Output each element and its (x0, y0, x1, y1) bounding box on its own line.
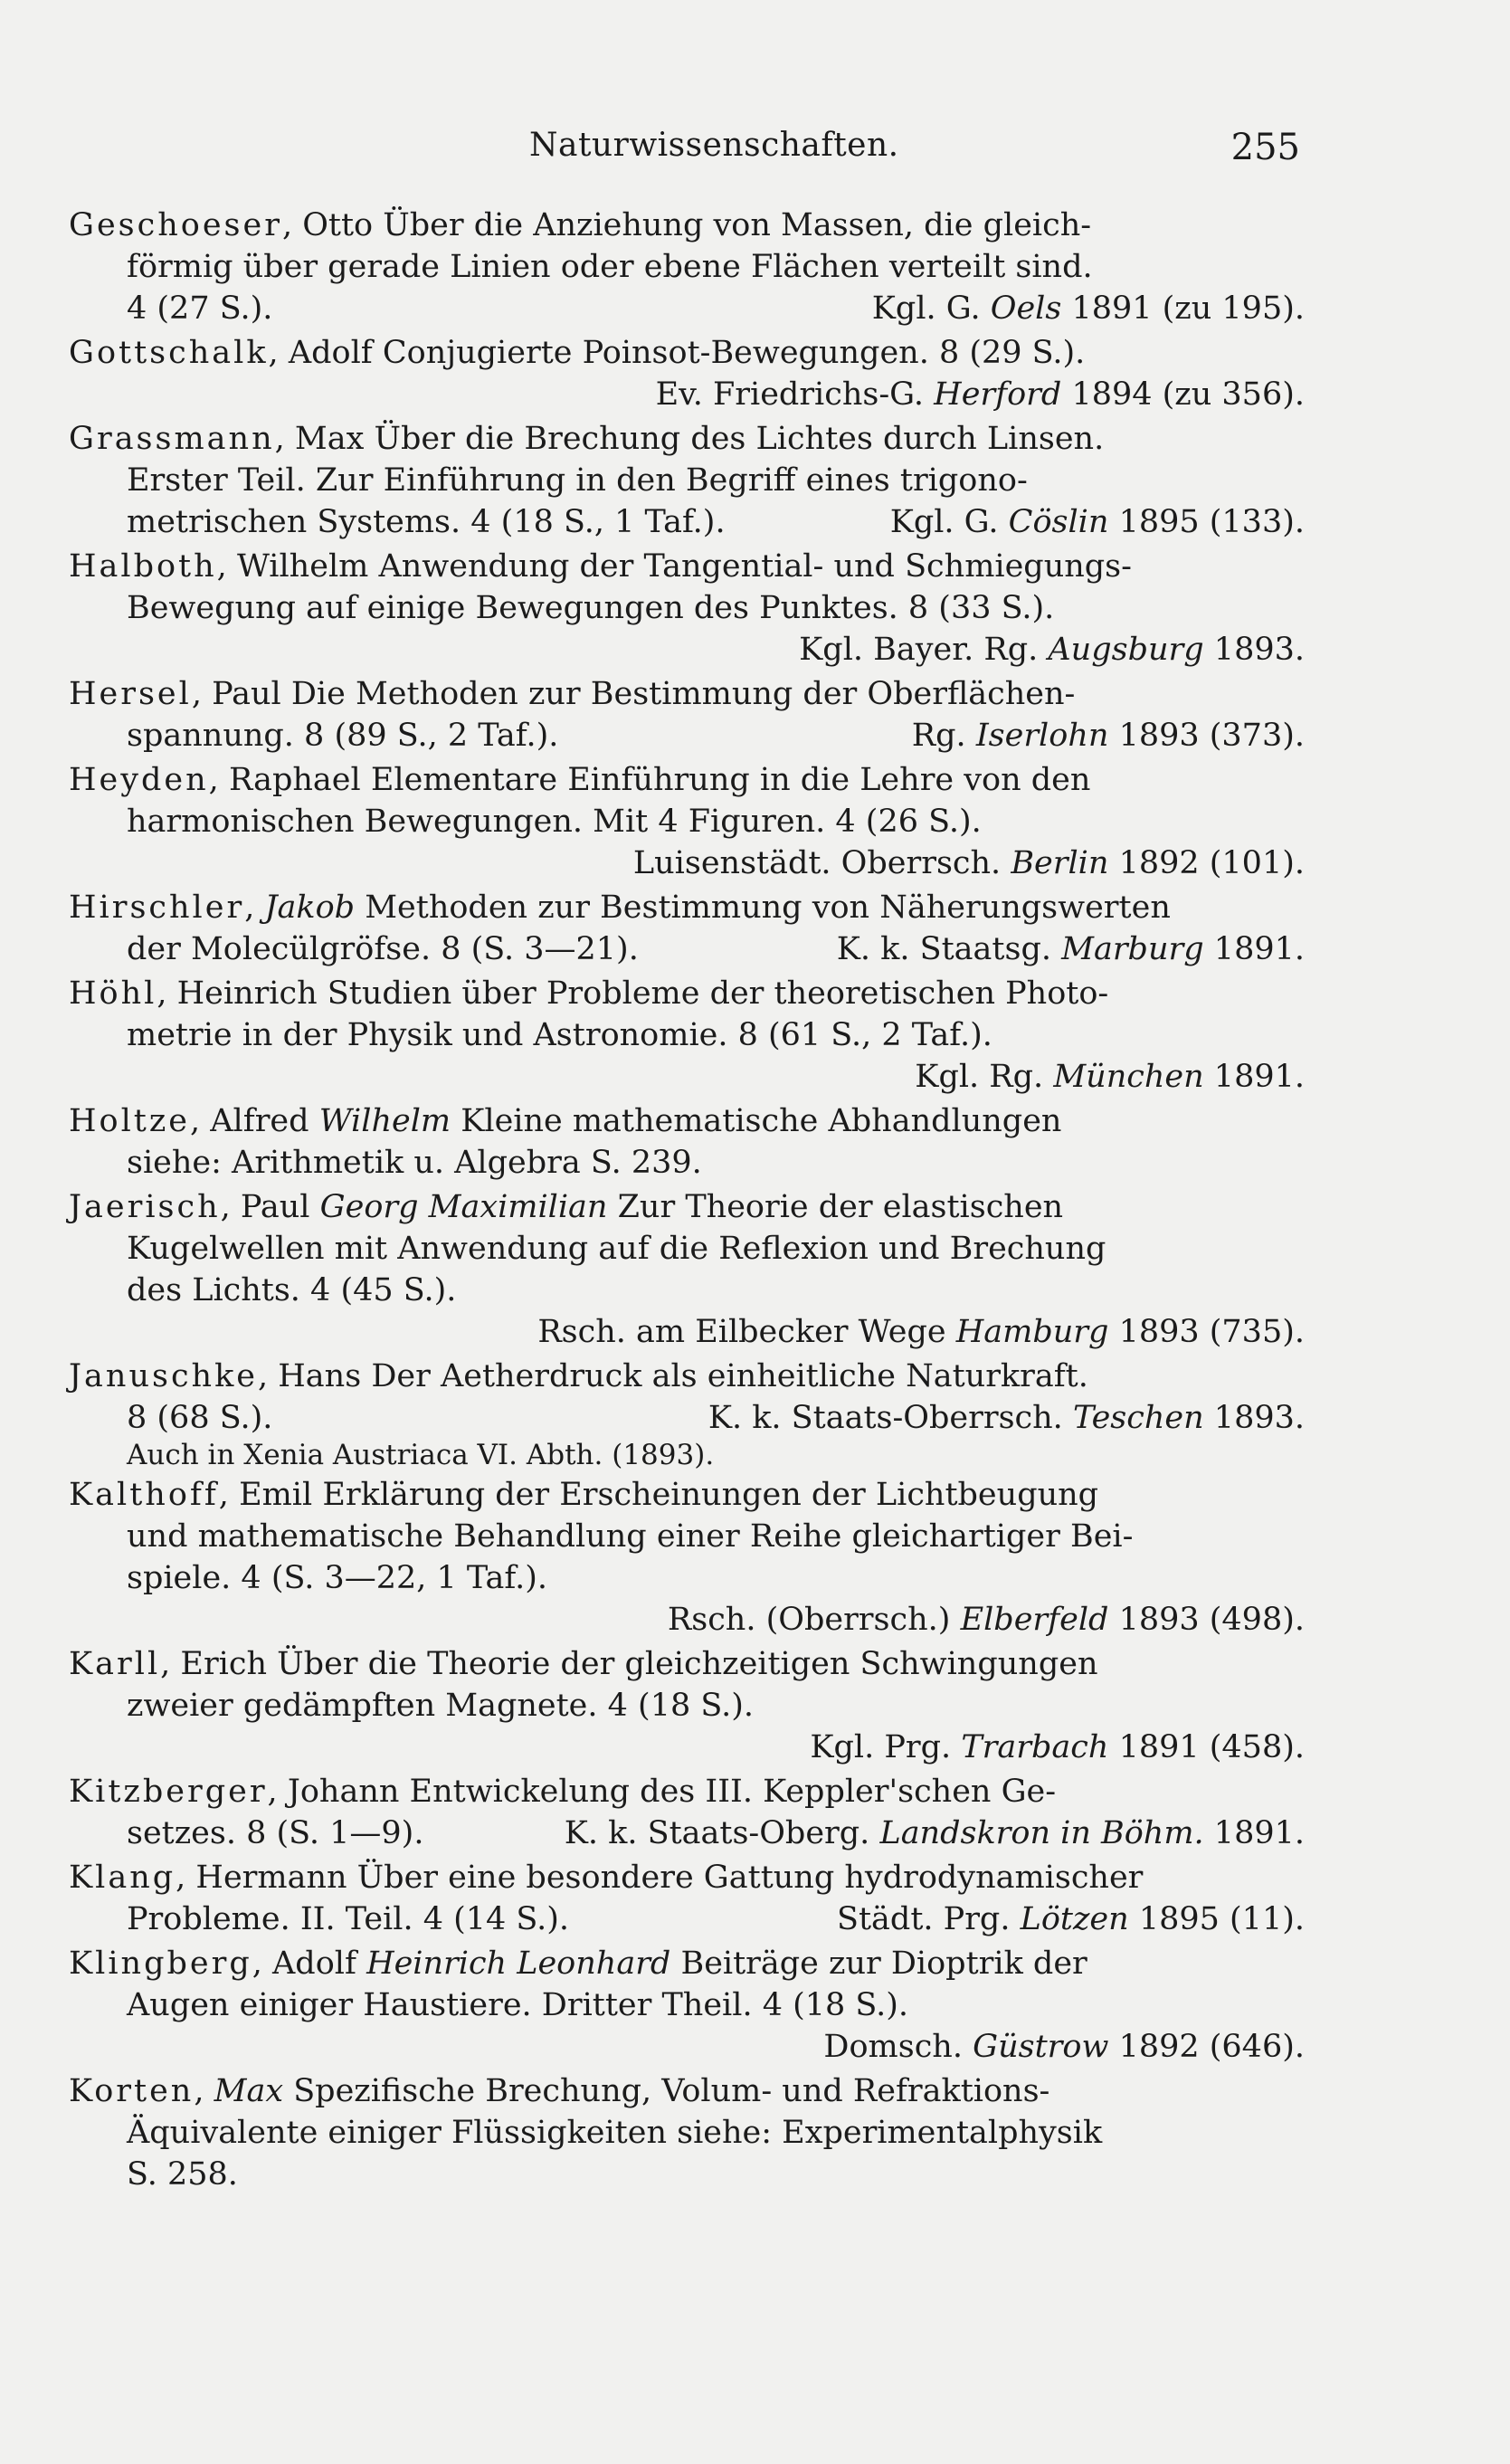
bibliography-entry: Kitzberger, Johann Entwickelung des III. Keppler'schen Ge- setzes. 8 (S. 1—9). K. k. Staats-Oberg. Landskron in Böhm. 1891. (69, 1771, 1305, 1854)
bibliography-entry: Kalthoff, Emil Erklärung der Erscheinungen der Lichtbeugung und mathematische Behandlung einer Reihe gleichartiger Bei- spiele. 4 (S. 3—22, 1 Taf.). Rsch. (Oberrsch.) Elberfeld 1893 (498). (69, 1477, 1305, 1638)
school-name: K. k. Staats-Oberrsch. (708, 1400, 1063, 1436)
entry-text: zweier gedämpften Magnete. 4 (18 S.). (127, 1688, 754, 1724)
author-first-name: Hans (278, 1358, 362, 1394)
publication-year: 1892 (646). (1118, 2029, 1305, 2065)
entry-title: Spezifische Brechung, Volum- und Refraktions- (293, 2073, 1050, 2109)
school-name: Ev. Friedrichs-G. (655, 376, 925, 413)
entry-title: Entwickelung des III. Keppler'schen Ge- (409, 1774, 1057, 1810)
bibliography-entry: Hersel, Paul Die Methoden zur Bestimmung der Oberflächen- spannung. 8 (89 S., 2 Taf.). Rg. Iserlohn 1893 (373). (69, 673, 1305, 756)
entry-title: Anwendung der Tangential- und Schmiegungs- (378, 548, 1132, 585)
author-first-name: Heinrich (176, 975, 318, 1012)
author-first-name: Emil (239, 1477, 313, 1513)
bibliography-entry: Korten, Max Spezifische Brechung, Volum- und Refraktions- Äquivalente einiger Flüssigkeiten siehe: Experimentalphysik S. 258. (69, 2070, 1305, 2195)
author-surname: Hersel (69, 676, 192, 712)
school-name: Rsch. (Oberrsch.) (667, 1602, 951, 1638)
bibliography-entry: Januschke, Hans Der Aetherdruck als einheitliche Naturkraft. 8 (68 S.). K. k. Staats-Oberrsch. Teschen 1893. Auch in Xenia Austriaca VI. Abth. (1893). (69, 1358, 1305, 1471)
entry-title: Methoden zur Bestimmung von Näherungswerten (365, 890, 1171, 926)
entry-title: Die Methoden zur Bestimmung der Oberflächen- (290, 676, 1076, 712)
bibliography-entry: Hirschler, Jakob Methoden zur Bestimmung von Näherungswerten der Molecülgröfse. 8 (S. 3—21). K. k. Staatsg. Marburg 1891. (69, 887, 1305, 970)
place-name: Elberfeld (960, 1602, 1109, 1638)
school-name: Domsch. (823, 2029, 963, 2065)
entry-note: Auch in Xenia Austriaca VI. Abth. (1893). (127, 1439, 715, 1471)
running-title: Naturwissenschaften. (529, 127, 899, 164)
author-surname: Korten (69, 2073, 195, 2109)
place-name: Herford (934, 376, 1062, 413)
cross-reference: siehe: Arithmetik u. Algebra S. 239. (127, 1145, 702, 1181)
bibliography-entry: Halboth, Wilhelm Anwendung der Tangential- und Schmiegungs- Bewegung auf einige Bewegungen des Punktes. 8 (33 S.). Kgl. Bayer. Rg. Augsburg 1893. (69, 548, 1305, 668)
page-number: 255 (1230, 127, 1300, 168)
place-name: München (1053, 1059, 1204, 1095)
author-surname: Januschke (69, 1358, 259, 1394)
school-name: Städt. Prg. (837, 1901, 1011, 1937)
school-name: Kgl. Rg. (915, 1059, 1044, 1095)
school-name: Kgl. Prg. (810, 1729, 952, 1765)
author-surname: Gottschalk (69, 335, 269, 371)
entry-title: Conjugierte Poinsot-Bewegungen. 8 (29 S.). (382, 335, 1086, 371)
author-first-name: Max (294, 421, 365, 457)
author-first-name: Jakob (264, 890, 356, 926)
place-name: Lötzen (1020, 1901, 1129, 1937)
entry-text: harmonischen Bewegungen. Mit 4 Figuren. 4 (26 S.). (127, 804, 982, 840)
publication-year: 1895 (11). (1138, 1901, 1305, 1937)
entry-title: Zur Theorie der elastischen (617, 1189, 1064, 1225)
school-name: Kgl. Bayer. Rg. (799, 632, 1039, 668)
author-surname: Karll (69, 1646, 161, 1682)
author-middle-name: Wilhelm (318, 1103, 451, 1139)
author-surname: Klang (69, 1860, 176, 1896)
school-name: Rsch. am Eilbecker Wege (537, 1314, 946, 1350)
place-name: Augsburg (1048, 632, 1204, 668)
author-surname: Jaerisch (69, 1189, 221, 1225)
author-first-name: Alfred (210, 1103, 309, 1139)
author-first-name: Raphael (228, 762, 361, 798)
publication-year: 1894 (zu 356). (1071, 376, 1305, 413)
place-name: Hamburg (955, 1314, 1109, 1350)
entry-text: 4 (27 S.). (127, 290, 273, 327)
entry-text: metrischen Systems. 4 (18 S., 1 Taf.). (127, 504, 726, 540)
entry-title: Elementare Einführung in die Lehre von den (370, 762, 1091, 798)
bibliography-entry: Klang, Hermann Über eine besondere Gattung hydrodynamischer Probleme. II. Teil. 4 (14 S.). Städt. Prg. Lötzen 1895 (11). (69, 1857, 1305, 1940)
bibliography-entry: Geschoeser, Otto Über die Anziehung von Massen, die gleich- förmig über gerade Linien oder ebene Flächen verteilt sind. 4 (27 S.). Kgl. G. Oels 1891 (zu 195). (69, 205, 1305, 329)
author-surname: Kalthoff (69, 1477, 219, 1513)
bibliography-entry: Jaerisch, Paul Georg Maximilian Zur Theorie der elastischen Kugelwellen mit Anwendung auf die Reflexion und Brechung des Lichts. 4 (45 S.). Rsch. am Eilbecker Wege Hamburg 1893 (735). (69, 1189, 1305, 1350)
entry-text: metrie in der Physik und Astronomie. 8 (61 S., 2 Taf.). (127, 1017, 992, 1053)
bibliography-entry: Klingberg, Adolf Heinrich Leonhard Beiträge zur Dioptrik der Augen einiger Haustiere. Dritter Theil. 4 (18 S.). Domsch. Güstrow 1892 (646). (69, 1946, 1305, 2065)
place-name: Oels (990, 290, 1062, 327)
place-name: Güstrow (973, 2029, 1109, 2065)
author-first-name: Hermann (195, 1860, 347, 1896)
entry-text: Erster Teil. Zur Einführung in den Begriff eines trigono- (127, 462, 1028, 499)
entry-text: der Molecülgröfse. 8 (S. 3—21). (127, 931, 639, 967)
entry-title: Über eine besondere Gattung hydrodynamischer (356, 1860, 1144, 1896)
place-name: Teschen (1072, 1400, 1204, 1436)
school-name: Kgl. G. (889, 504, 999, 540)
entry-title: Kleine mathematische Abhandlungen (461, 1103, 1062, 1139)
bibliography-entry: Gottschalk, Adolf Conjugierte Poinsot-Bewegungen. 8 (29 S.). Ev. Friedrichs-G. Herford 1894 (zu 356). (69, 335, 1305, 413)
entry-title: Studien über Probleme der theoretischen Photo- (327, 975, 1109, 1012)
author-first-name: Max (214, 2073, 284, 2109)
entry-title: Der Aetherdruck als einheitliche Naturkraft. (371, 1358, 1088, 1394)
publication-year: 1895 (133). (1118, 504, 1305, 540)
entry-title: Beiträge zur Dioptrik der (680, 1946, 1087, 1982)
entry-text: und mathematische Behandlung einer Reihe gleichartiger Bei- (127, 1518, 1134, 1555)
publication-year: 1892 (101). (1118, 845, 1305, 881)
author-first-name: Johann (287, 1774, 400, 1810)
entry-text: spiele. 4 (S. 3—22, 1 Taf.). (127, 1560, 548, 1596)
author-first-name: Otto (302, 207, 374, 243)
entry-text: Augen einiger Haustiere. Dritter Theil. 4 (18 S.). (127, 1987, 909, 2023)
school-name: Kgl. G. (871, 290, 981, 327)
entry-text: förmig über gerade Linien oder ebene Flächen verteilt sind. (127, 249, 1093, 285)
school-name: K. k. Staatsg. (836, 931, 1051, 967)
entry-text: des Lichts. 4 (45 S.). (127, 1272, 457, 1308)
bibliography-list (69, 205, 1305, 2198)
author-surname: Höhl (69, 975, 157, 1012)
place-name: Berlin (1011, 845, 1109, 881)
bibliography-entry: Heyden, Raphael Elementare Einführung in die Lehre von den harmonischen Bewegungen. Mit 4 Figuren. 4 (26 S.). Luisenstädt. Oberrsch. Berlin 1892 (101). (69, 762, 1305, 881)
publication-year: 1893 (498). (1118, 1602, 1305, 1638)
entry-text: 8 (68 S.). (127, 1400, 273, 1436)
author-first-name: Erich (180, 1646, 268, 1682)
author-surname: Halboth (69, 548, 217, 585)
author-first-name: Wilhelm (236, 548, 369, 585)
bibliography-entry: Holtze, Alfred Wilhelm Kleine mathematische Abhandlungen siehe: Arithmetik u. Algebra S. 239. (69, 1100, 1305, 1184)
entry-text: Probleme. II. Teil. 4 (14 S.). (127, 1901, 570, 1937)
publication-year: 1891. (1213, 931, 1305, 967)
publication-year: 1891. (1213, 1815, 1305, 1851)
author-first-name: Adolf (272, 1946, 356, 1982)
entry-title: Erklärung der Erscheinungen der Lichtbeugung (322, 1477, 1099, 1513)
bibliography-entry: Höhl, Heinrich Studien über Probleme der theoretischen Photo- metrie in der Physik und Astronomie. 8 (61 S., 2 Taf.). Kgl. Rg. München 1891. (69, 975, 1305, 1095)
entry-text: Kugelwellen mit Anwendung auf die Reflexion und Brechung (127, 1231, 1106, 1267)
school-name: K. k. Staats-Oberg. (564, 1815, 870, 1851)
place-name: Marburg (1061, 931, 1204, 967)
author-middle-name: Georg Maximilian (319, 1189, 608, 1225)
author-first-name: Paul (212, 676, 281, 712)
author-surname: Grassmann (69, 421, 275, 457)
entry-title: Über die Theorie der gleichzeitigen Schwingungen (277, 1646, 1098, 1682)
publication-year: 1893 (735). (1118, 1314, 1305, 1350)
school-name: Rg. (911, 718, 966, 754)
place-name: Iserlohn (975, 718, 1109, 754)
entry-title: Über die Brechung des Lichtes durch Linsen. (374, 421, 1105, 457)
publication-year: 1891 (458). (1118, 1729, 1305, 1765)
author-surname: Klingberg (69, 1946, 252, 1982)
entry-text: Äquivalente einiger Flüssigkeiten siehe: Experimentalphysik (127, 2115, 1103, 2151)
publication-year: 1891 (zu 195). (1071, 290, 1305, 327)
entry-text: setzes. 8 (S. 1—9). (127, 1815, 424, 1851)
author-surname: Geschoeser (69, 207, 282, 243)
author-surname: Heyden (69, 762, 209, 798)
entry-text: Bewegung auf einige Bewegungen des Punktes. 8 (33 S.). (127, 590, 1055, 626)
author-middle-name: Heinrich Leonhard (366, 1946, 671, 1982)
author-surname: Kitzberger (69, 1774, 268, 1810)
publication-year: 1891. (1213, 1059, 1305, 1095)
place-name: Cöslin (1008, 504, 1109, 540)
author-surname: Holtze (69, 1103, 191, 1139)
publication-year: 1893 (373). (1118, 718, 1305, 754)
place-name: Landskron in Böhm. (879, 1815, 1204, 1851)
author-surname: Hirschler (69, 890, 245, 926)
place-name: Trarbach (961, 1729, 1109, 1765)
publication-year: 1893. (1213, 1400, 1305, 1436)
entry-text: spannung. 8 (89 S., 2 Taf.). (127, 718, 559, 754)
publication-year: 1893. (1213, 632, 1305, 668)
school-name: Luisenstädt. Oberrsch. (632, 845, 1002, 881)
author-first-name: Paul (240, 1189, 310, 1225)
entry-title: Über die Anziehung von Massen, die gleich- (383, 207, 1092, 243)
cross-reference: S. 258. (127, 2156, 238, 2193)
page-header (0, 127, 1510, 181)
bibliography-entry: Grassmann, Max Über die Brechung des Lichtes durch Linsen. Erster Teil. Zur Einführung in den Begriff eines trigono- metrischen Systems. 4 (18 S., 1 Taf.). Kgl. G. Cöslin 1895 (133). (69, 418, 1305, 543)
bibliography-entry: Karll, Erich Über die Theorie der gleichzeitigen Schwingungen zweier gedämpften Magnete. 4 (18 S.). Kgl. Prg. Trarbach 1891 (458). (69, 1646, 1305, 1765)
author-first-name: Adolf (288, 335, 373, 371)
